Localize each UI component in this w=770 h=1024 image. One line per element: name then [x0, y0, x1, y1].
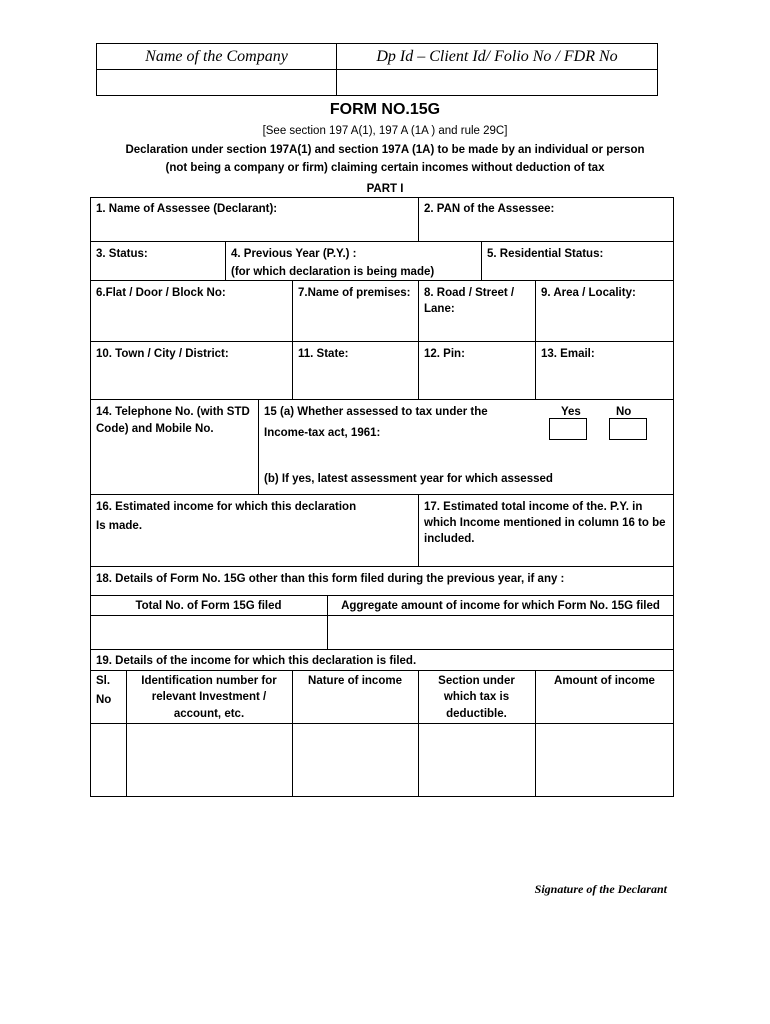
company-name-label: Name of the Company [97, 44, 337, 70]
state-label: 11. State: [298, 348, 349, 360]
amount-of-income-label: Amount of income [554, 675, 655, 687]
signature-label: Signature of the Declarant [534, 882, 667, 896]
identification-number-label-3: account, etc. [173, 708, 245, 720]
nature-of-income-label: Nature of income [308, 675, 402, 687]
header-table [96, 43, 658, 96]
section-under-label-2: which tax is [443, 691, 510, 703]
pin-label: 12. Pin: [424, 348, 465, 360]
road-street-label-2: Lane: [424, 303, 455, 315]
company-name-field[interactable] [97, 70, 337, 96]
latest-assessment-year-label: (b) If yes, latest assessment year for which assessed [264, 473, 553, 485]
telephone-label-2: Code) and Mobile No. [96, 423, 214, 435]
estimated-income-label-2: Is made. [96, 520, 143, 532]
flat-door-label: 6.Flat / Door / Block No: [96, 287, 226, 299]
part-label: PART I [366, 183, 404, 195]
previous-year-label: 4. Previous Year (P.Y.) : [231, 248, 357, 260]
previous-year-note: (for which declaration is being made) [231, 266, 435, 278]
declaration-line-1: Declaration under section 197A(1) and section 197A (1A) to be made by an individual or person [125, 144, 645, 156]
no-label: No [616, 406, 632, 418]
email-label: 13. Email: [541, 348, 595, 360]
dp-id-label: Dp Id – Client Id/ Folio No / FDR No [337, 44, 658, 70]
yes-checkbox[interactable] [549, 418, 587, 440]
estimated-total-income-label-2: which Income mentioned in column 16 to be [424, 517, 666, 529]
estimated-total-income-label-3: included. [424, 533, 475, 545]
sl-no-label: Sl. [96, 675, 111, 687]
identification-number-label: Identification number for [141, 675, 277, 687]
assessed-to-tax-label-2: Income-tax act, 1961: [264, 427, 381, 439]
see-section-text: [See section 197 A(1), 197 A (1A ) and rule 29C] [262, 125, 508, 137]
estimated-income-label: 16. Estimated income for which this declaration [96, 501, 357, 513]
estimated-total-income-label: 17. Estimated total income of the. P.Y. in [424, 501, 643, 513]
section-under-label: Section under [438, 675, 515, 687]
telephone-label: 14. Telephone No. (with STD [96, 406, 250, 418]
no-checkbox[interactable] [609, 418, 647, 440]
town-city-label: 10. Town / City / District: [96, 348, 229, 360]
section-under-label-3: deductible. [446, 708, 507, 720]
income-details-label: 19. Details of the income for which this declaration is filed. [96, 655, 417, 667]
dp-id-field[interactable] [337, 70, 658, 96]
status-label: 3. Status: [96, 248, 148, 260]
pan-label: 2. PAN of the Assessee: [424, 203, 555, 215]
premises-label: 7.Name of premises: [298, 287, 411, 299]
identification-number-label-2: relevant Investment / [151, 691, 267, 703]
aggregate-amount-label: Aggregate amount of income for which Form No. 15G filed [341, 600, 660, 612]
residential-status-label: 5. Residential Status: [487, 248, 604, 260]
area-locality-label: 9. Area / Locality: [541, 287, 636, 299]
yes-label: Yes [561, 406, 581, 418]
form-title: FORM NO.15G [329, 101, 441, 118]
sl-no-label-2: No [96, 694, 112, 706]
form15g-details-label: 18. Details of Form No. 15G other than this form filed during the previous year, if any : [96, 573, 565, 585]
name-of-assessee-label: 1. Name of Assessee (Declarant): [96, 203, 278, 215]
total-forms-filed-label: Total No. of Form 15G filed [135, 600, 282, 612]
assessed-to-tax-label: 15 (a) Whether assessed to tax under the [264, 406, 488, 418]
road-street-label: 8. Road / Street / [424, 287, 515, 299]
declaration-line-2: (not being a company or firm) claiming certain incomes without deduction of tax [165, 162, 605, 174]
